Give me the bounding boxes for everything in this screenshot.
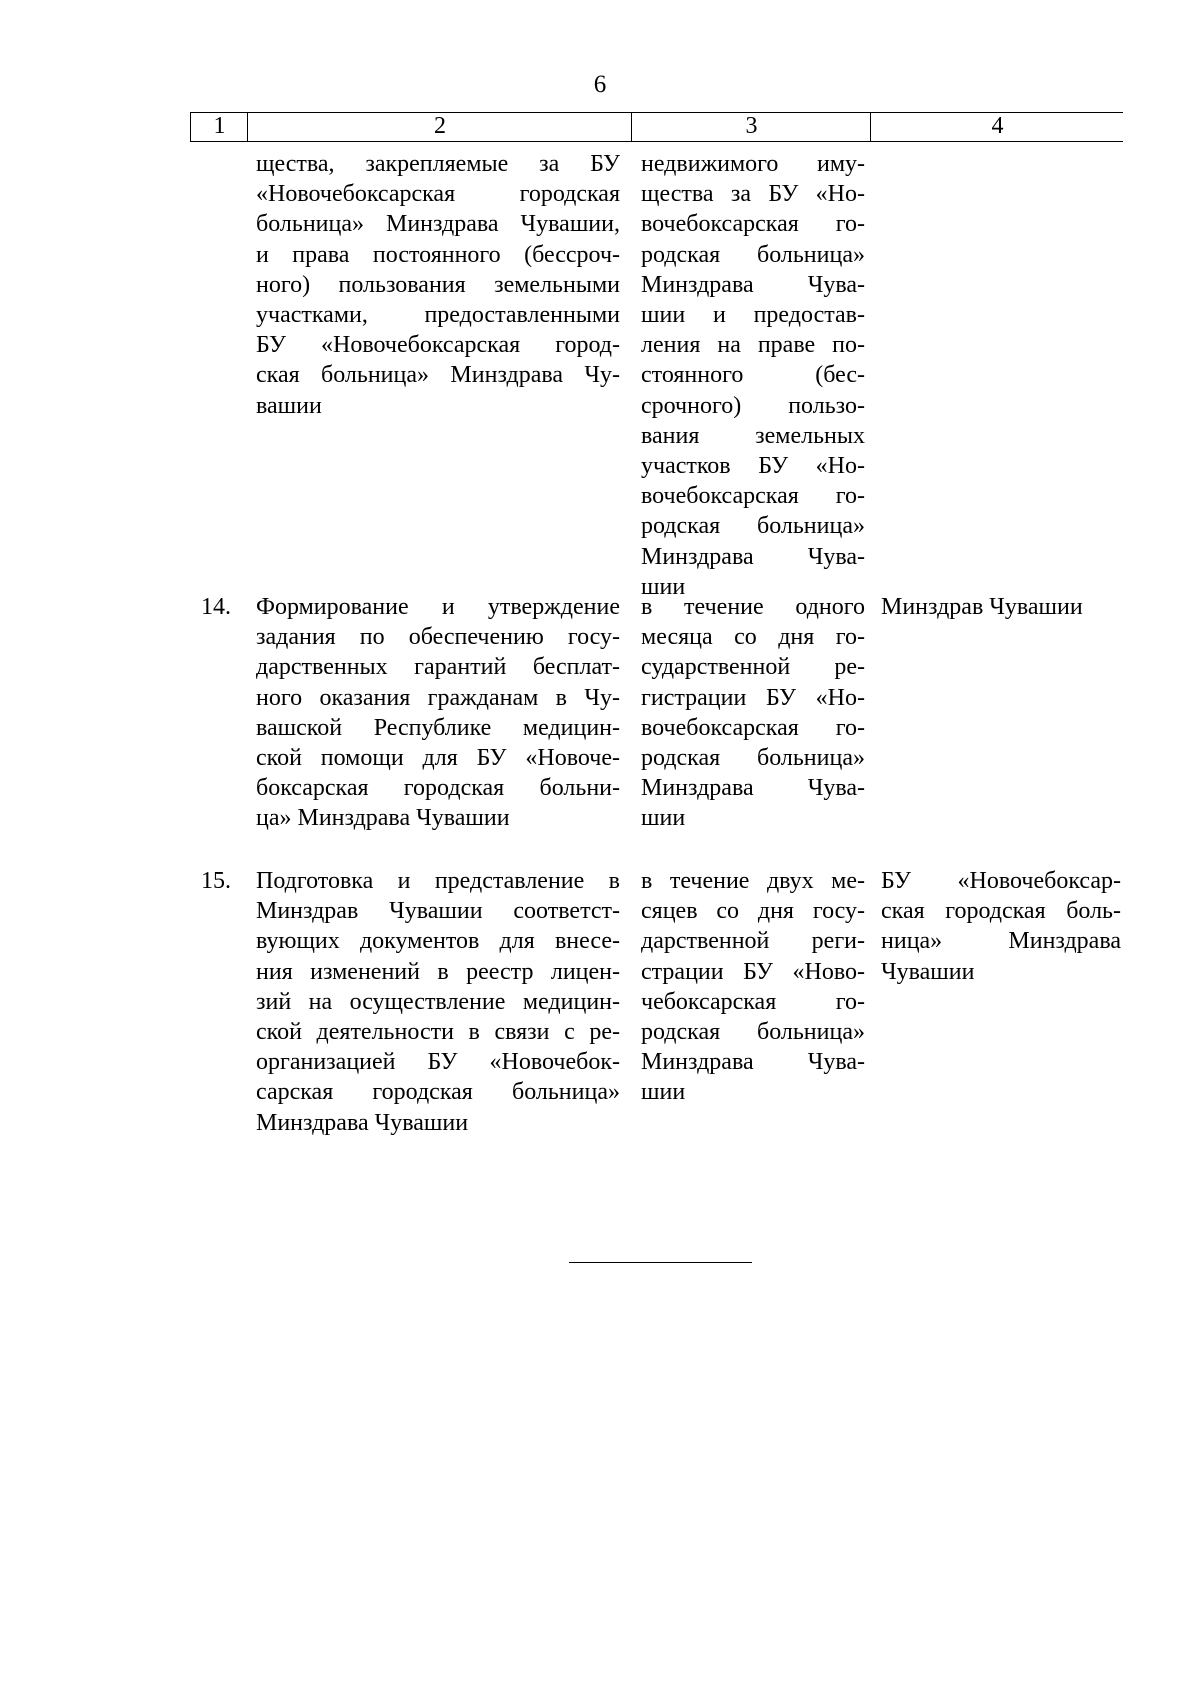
cell-line: вочебоксарская го- <box>641 714 865 741</box>
cell-line: Минздрава Чува- <box>641 1049 865 1076</box>
cell-line: родская больница» <box>641 513 865 540</box>
cell-line: участков БУ «Но- <box>641 453 865 480</box>
cell-line: ская городская боль- <box>881 898 1121 925</box>
header-col-2: 2 <box>247 113 632 141</box>
cell-line: организацией БУ «Новочебок- <box>256 1049 620 1076</box>
cell-line: зий на осуществление медицин- <box>256 988 620 1015</box>
row-14-col4 <box>881 592 1121 622</box>
cell-line: ния изменений в реестр лицен- <box>256 958 620 985</box>
cell-line: Подготовка и представление в <box>256 868 620 894</box>
cell-line: недвижимого иму- <box>641 151 865 177</box>
cell-line: вочебоксарская го- <box>641 211 865 238</box>
end-rule <box>569 1262 752 1263</box>
cell-line: месяца со дня го- <box>641 624 865 651</box>
cell-line: ного оказания гражданам в Чу- <box>256 684 620 711</box>
cell-line: вашской Республике медицин- <box>256 714 620 741</box>
cell-line: сударственной ре- <box>641 654 865 681</box>
header-col-4: 4 <box>870 113 1124 141</box>
cell-line: ской помощи для БУ «Новоче- <box>256 745 620 772</box>
cell-line: чебоксарская го- <box>641 988 865 1015</box>
cell-line: ца» Минздрава Чувашии <box>256 805 510 832</box>
cell-line: больница» Минздрава Чувашии, <box>256 211 620 238</box>
cell-line: БУ «Новочебоксар- <box>881 868 1121 894</box>
row-number: 15. <box>201 868 231 894</box>
row-15-col3 <box>641 866 865 1108</box>
cell-line: Минздрав Чувашии <box>881 594 1083 620</box>
cell-line: сарская городская больница» <box>256 1079 620 1106</box>
cell-line: вания земельных <box>641 422 865 449</box>
cell-line: шии и предостав- <box>641 302 865 329</box>
cell-line: сяцев со дня госу- <box>641 898 865 925</box>
cell-line: ская больница» Минздрава Чу- <box>256 362 620 389</box>
cell-line: «Новочебоксарская городская <box>256 181 620 208</box>
cell-line: в течение одного <box>641 594 865 620</box>
cell-line: задания по обеспечению госу- <box>256 624 620 651</box>
cell-line: стоянного (бес- <box>641 362 865 389</box>
row-continuation-col3 <box>641 149 865 602</box>
cell-line: ного) пользования земельными <box>256 271 620 298</box>
cell-line: родская больница» <box>641 1019 865 1046</box>
cell-line: Минздрава Чува- <box>641 271 865 298</box>
cell-line: вочебоксарская го- <box>641 483 865 510</box>
cell-line: страции БУ «Ново- <box>641 958 865 985</box>
cell-line: БУ «Новочебоксарская город- <box>256 332 620 359</box>
cell-line: ления на праве по- <box>641 332 865 359</box>
cell-line: срочного) пользо- <box>641 392 865 419</box>
cell-line: Минздрава Чува- <box>641 543 865 570</box>
cell-line: шии <box>641 1079 686 1106</box>
cell-line: гистрации БУ «Но- <box>641 684 865 711</box>
header-col-1: 1 <box>190 113 248 141</box>
table-header-row <box>190 112 1123 142</box>
cell-line: дарственных гарантий бесплат- <box>256 654 620 681</box>
cell-line: Чувашии <box>881 958 975 985</box>
cell-line: щества за БУ «Но- <box>641 181 865 208</box>
cell-line: шии <box>641 805 686 832</box>
cell-line: шии <box>641 573 686 600</box>
cell-line: ской деятельности в связи с ре- <box>256 1019 620 1046</box>
row-number: 14. <box>201 594 231 620</box>
cell-line: участками, предоставленными <box>256 302 620 329</box>
row-continuation-col2 <box>256 149 620 421</box>
cell-line: боксарская городская больни- <box>256 775 620 802</box>
cell-line: вующих документов для внесе- <box>256 928 620 955</box>
cell-line: вашии <box>256 392 322 419</box>
cell-line: щества, закрепляемые за БУ <box>256 151 620 177</box>
cell-line: Минздрава Чувашии <box>256 1109 469 1136</box>
cell-line: родская больница» <box>641 241 865 268</box>
header-col-3: 3 <box>631 113 871 141</box>
row-14-col3 <box>641 592 865 834</box>
page-number: 6 <box>593 71 607 98</box>
cell-line: ница» Минздрава <box>881 928 1121 955</box>
row-15-col2 <box>256 866 620 1138</box>
cell-line: в течение двух ме- <box>641 868 865 894</box>
cell-line: Формирование и утверждение <box>256 594 620 620</box>
cell-line: дарственной реги- <box>641 928 865 955</box>
cell-line: родская больница» <box>641 745 865 772</box>
cell-line: Минздрава Чува- <box>641 775 865 802</box>
cell-line: и права постоянного (бессроч- <box>256 241 620 268</box>
row-14-col2 <box>256 592 620 834</box>
cell-line: Минздрав Чувашии соответст- <box>256 898 620 925</box>
row-15-col4 <box>881 866 1121 987</box>
